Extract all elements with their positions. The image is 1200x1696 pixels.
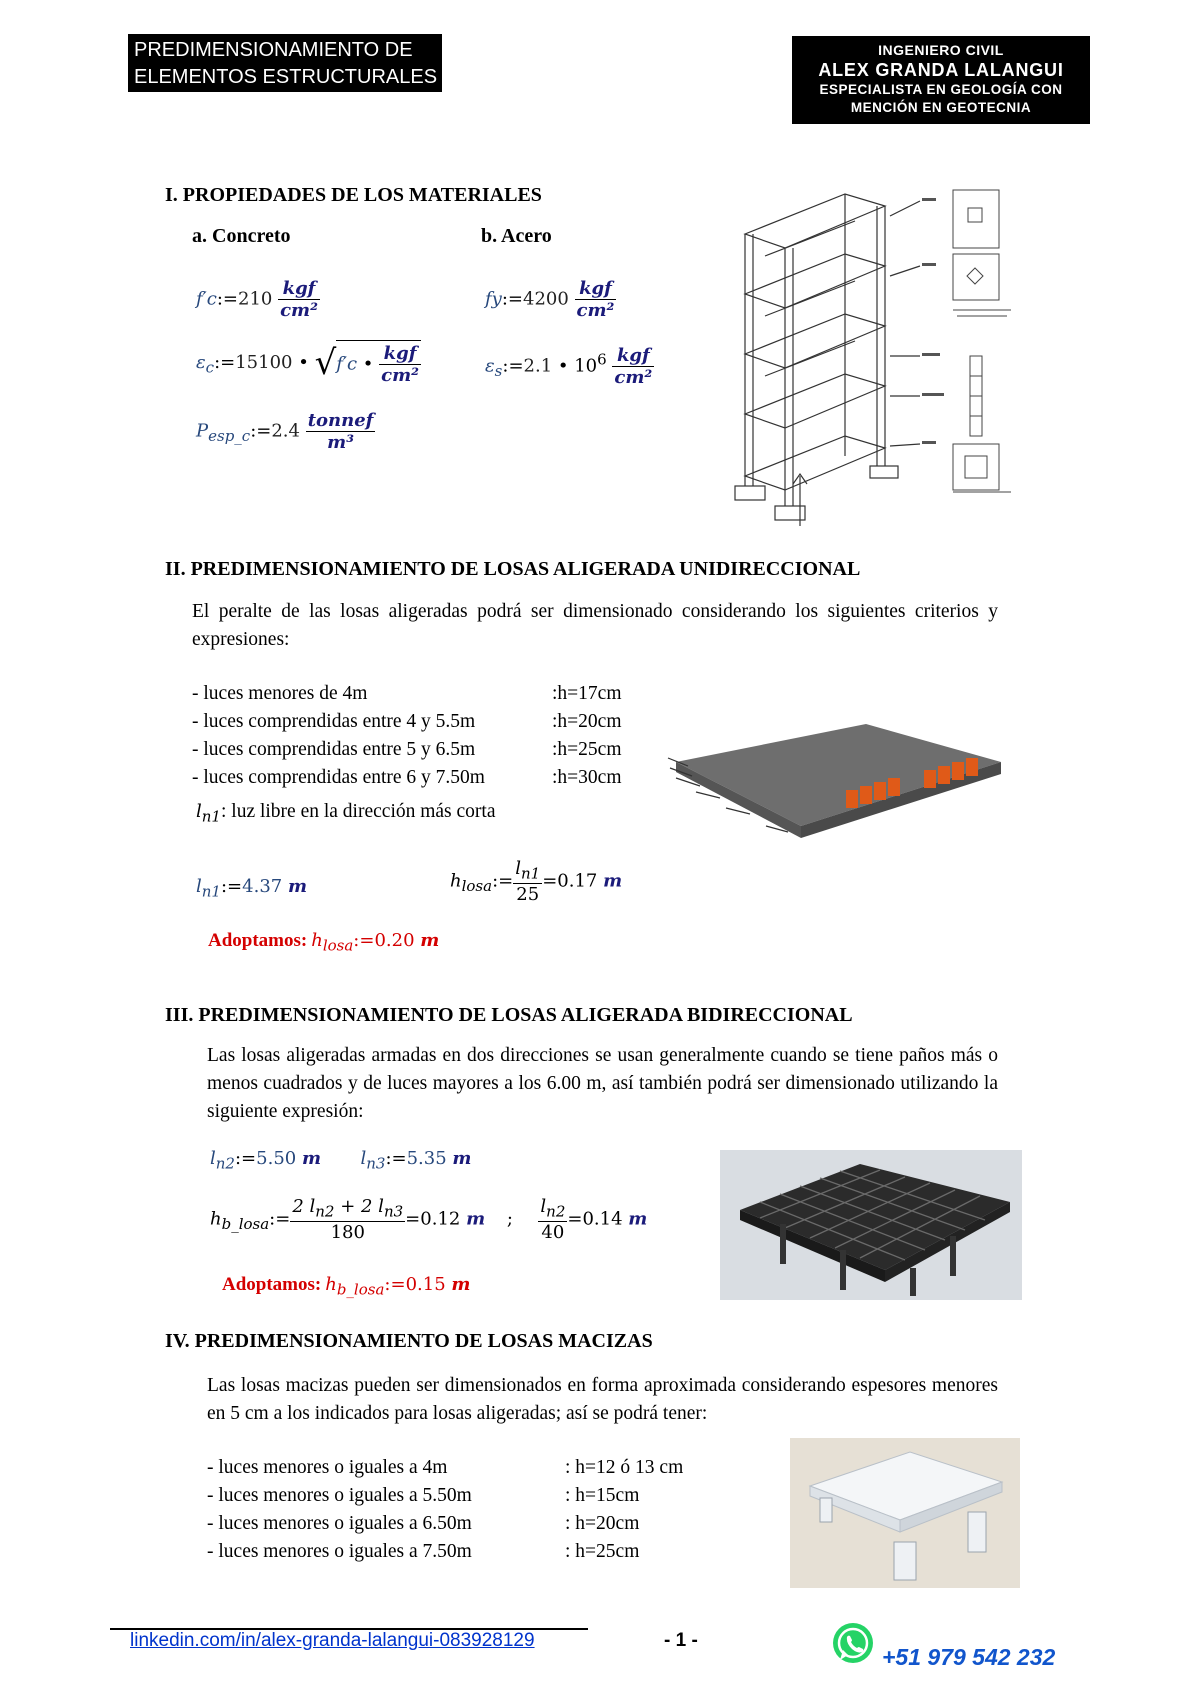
list-item: - luces menores o iguales a 6.50m : h=20cm — [207, 1513, 640, 1534]
section-3-title: III. PREDIMENSIONAMIENTO DE LOSAS ALIGERADA BIDIRECCIONAL — [165, 1004, 853, 1026]
hb-losa-formula: $h_{b\_losa}:=$ $\frac{2 l_{n2} + 2 l_{n3}}{180}$ =0.12 m ; $\frac{l_{n2}}{40}$ =0.14 m — [210, 1196, 648, 1243]
waffle-slab-image — [720, 1150, 1022, 1300]
steel-subtitle: b. Acero — [481, 225, 552, 247]
phone-number: +51 979 542 232 — [882, 1644, 1056, 1670]
page-number: - 1 - — [664, 1630, 698, 1651]
adopt-hb-losa: Adoptamos: $h_{b\_losa}:=0.15$ m — [222, 1274, 471, 1299]
section-4-title: IV. PREDIMENSIONAMIENTO DE LOSAS MACIZAS — [165, 1330, 653, 1352]
es-formula: $\varepsilon_s:=2.1$ • $10^6$ $\frac{\text{kgf}}{\text{cm²}}$ — [485, 345, 653, 388]
ln1-definition: $l_{n1}$: luz libre en la dirección más corta — [196, 801, 496, 826]
author-specialty-2: MENCIÓN EN GEOTECNIA — [850, 100, 1032, 115]
fc-formula: f′c:=210 $\frac{\text{kgf}}{\text{cm²}}$ — [196, 278, 318, 321]
ln1-value: $l_{n1}:=4.37$ m — [196, 876, 307, 901]
section-4-intro: Las losas macizas pueden ser dimensionados en forma aproximada considerando espesores menores en 5 cm a los indicados para losas aligeradas; así se podrá tener: — [207, 1375, 998, 1424]
title-line-1: PREDIMENSIONAMIENTO DE — [134, 39, 413, 61]
fy-formula: fy:=4200 $\frac{\text{kgf}}{\text{cm²}}$ — [485, 278, 615, 321]
list-item: - luces comprendidas entre 5 y 6.5m :h=25cm — [192, 739, 622, 760]
list-item: - luces comprendidas entre 6 y 7.50m :h=30cm — [192, 767, 622, 788]
concrete-subtitle: a. Concreto — [192, 225, 291, 247]
whatsapp-icon — [830, 1620, 876, 1666]
section-3-intro: Las losas aligeradas armadas en dos direcciones se usan generalmente cuando se tiene paños más o menos cuadrados y de luces mayores a los 6.00 m, así también podrá ser dimensionado utilizando la siguiente expresión: — [207, 1045, 998, 1122]
section-1-title: I. PROPIEDADES DE LOS MATERIALES — [165, 184, 542, 206]
unidirectional-slab-image — [666, 722, 1008, 850]
author-specialty-1: ESPECIALISTA EN GEOLOGÍA CON — [819, 82, 1063, 97]
ln2-ln3-values: $l_{n2}:=5.50$ m $l_{n3}:=5.35$ m — [210, 1148, 472, 1173]
title-line-2: ELEMENTOS ESTRUCTURALES — [134, 66, 438, 88]
ec-formula: $\varepsilon_c:=15100$ • √f′c • $\frac{\text{kgf}}{\text{cm²}}$ — [196, 340, 421, 386]
list-item: - luces comprendidas entre 4 y 5.5m :h=20cm — [192, 711, 622, 732]
building-structure-image — [725, 186, 1015, 542]
linkedin-link[interactable]: linkedin.com/in/alex-granda-lalangui-083928129 — [130, 1630, 535, 1651]
author-box — [792, 36, 1090, 124]
hlosa-formula: $h_{losa}:=$ $\frac{l_{n1}}{25}$ =0.17 m — [450, 858, 623, 905]
list-item: - luces menores de 4m :h=17cm — [192, 683, 622, 704]
adopt-hlosa: Adoptamos: $h_{losa}:=0.20$ m — [208, 930, 440, 955]
unidirectional-criteria-list — [192, 680, 652, 792]
solid-slab-criteria-list — [207, 1454, 727, 1566]
solid-slab-image — [790, 1438, 1020, 1588]
author-name: ALEX GRANDA LALANGUI — [818, 60, 1064, 80]
list-item: - luces menores o iguales a 7.50m : h=25cm — [207, 1541, 640, 1562]
section-2-intro: El peralte de las losas aligeradas podrá ser dimensionado considerando los siguientes criterios y expresiones: — [192, 601, 998, 650]
sqrt-icon: √ — [314, 343, 337, 383]
list-item: - luces menores o iguales a 5.50m : h=15cm — [207, 1485, 640, 1506]
document-title-box — [128, 34, 442, 92]
author-profession: INGENIERO CIVIL — [878, 42, 1004, 58]
pesp-formula: $P_{esp\_c}:=2.4$ $\frac{\text{tonnef}}{\text{m³}}$ — [196, 410, 374, 453]
list-item: - luces menores o iguales a 4m : h=12 ó 13 cm — [207, 1457, 684, 1478]
section-2-title: II. PREDIMENSIONAMIENTO DE LOSAS ALIGERADA UNIDIRECCIONAL — [165, 558, 861, 580]
